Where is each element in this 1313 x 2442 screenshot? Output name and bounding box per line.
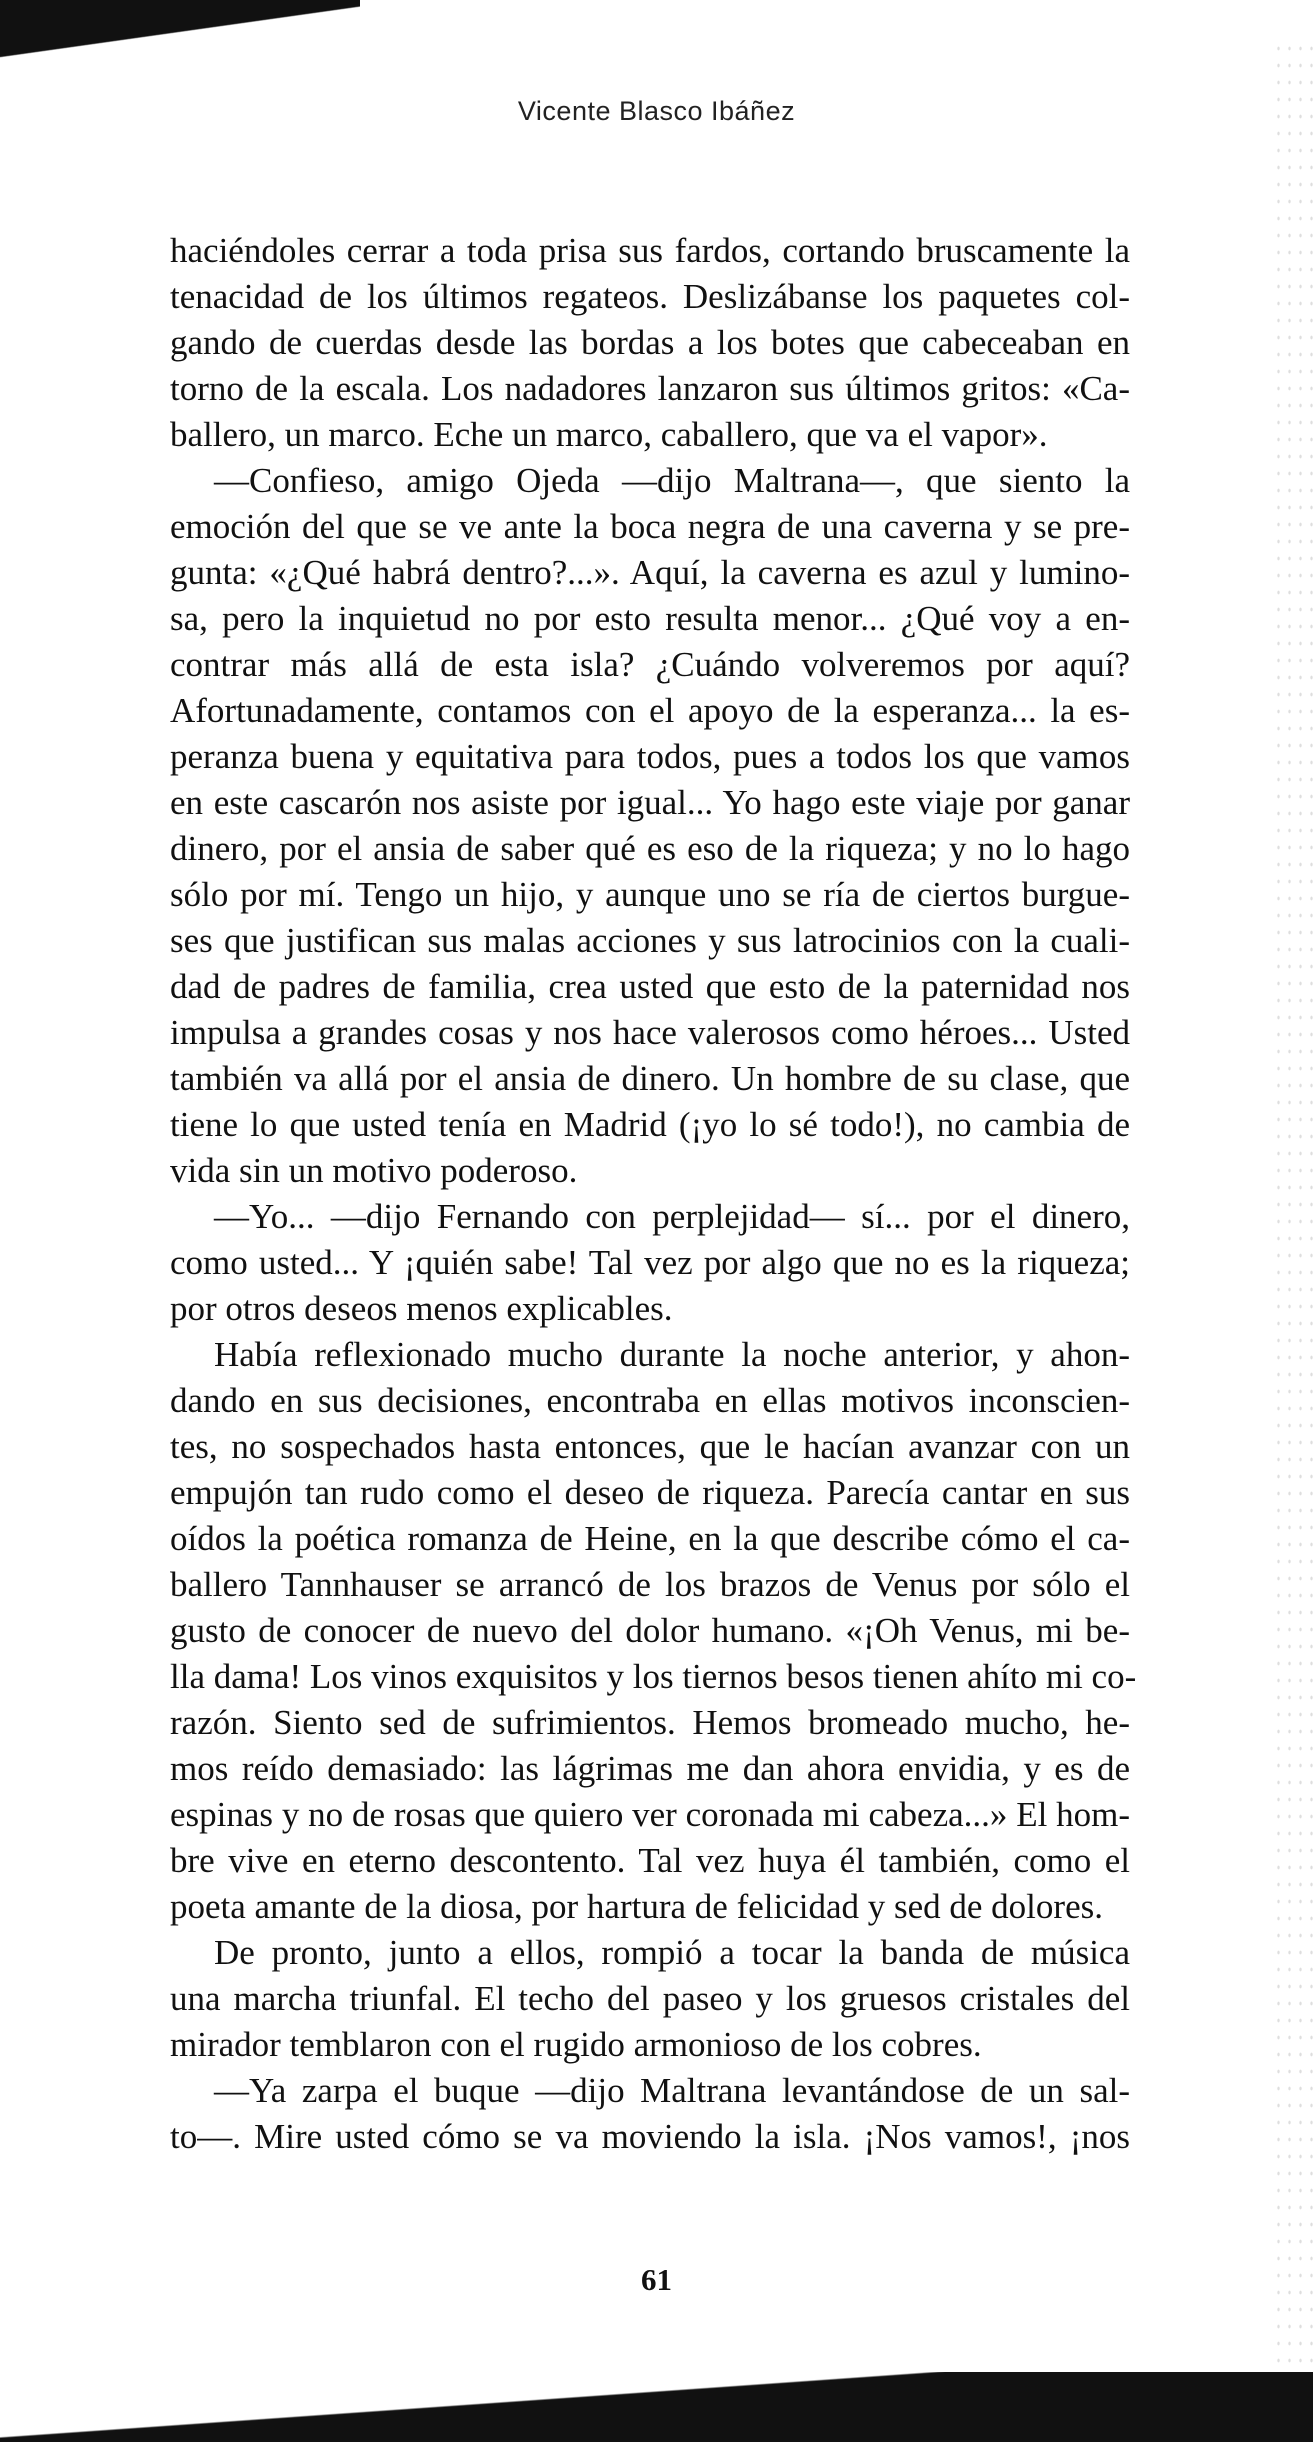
text-line: emoción del que se ve ante la boca negra de una caverna y se pre-: [170, 507, 1130, 546]
text-line: bre vive en eterno descontento. Tal vez huya él también, como el: [170, 1841, 1130, 1880]
text-line: empujón tan rudo como el deseo de riqueza. Parecía cantar en sus: [170, 1473, 1130, 1512]
text-line: Afortunadamente, contamos con el apoyo de la esperanza... la es-: [170, 691, 1130, 730]
text-line: ses que justifican sus malas acciones y sus latrocinios con la cuali-: [170, 921, 1130, 960]
text-line: poeta amante de la diosa, por hartura de felicidad y sed de dolores.: [170, 1887, 1103, 1926]
text-line: —Ya zarpa el buque —dijo Maltrana levantándose de un sal-: [214, 2071, 1130, 2110]
running-head-author: Vicente Blasco Ibáñez: [517, 96, 796, 126]
scan-speckle: [1273, 40, 1313, 2400]
text-line: impulsa a grandes cosas y nos hace valerosos como héroes... Usted: [170, 1013, 1130, 1052]
text-line: mirador temblaron con el rugido armonioso de los cobres.: [170, 2025, 982, 2064]
text-line: Había reflexionado mucho durante la noche anterior, y ahon-: [214, 1335, 1130, 1374]
text-line: to—. Mire usted cómo se va moviendo la isla. ¡Nos vamos!, ¡nos: [170, 2117, 1130, 2156]
text-line: en este cascarón nos asiste por igual... Yo hago este viaje por ganar: [170, 783, 1130, 822]
text-line: contrar más allá de esta isla? ¿Cuándo volveremos por aquí?: [170, 645, 1130, 684]
text-line: por otros deseos menos explicables.: [170, 1289, 673, 1328]
text-line: peranza buena y equitativa para todos, pues a todos los que vamos: [170, 737, 1130, 776]
text-line: lla dama! Los vinos exquisitos y los tiernos besos tienen ahíto mi co-: [170, 1657, 1137, 1696]
text-line: una marcha triunfal. El techo del paseo y los gruesos cristales del: [170, 1979, 1130, 2018]
scan-shadow-bottom: [0, 2372, 1313, 2442]
text-line: como usted... Y ¡quién sabe! Tal vez por algo que no es la riqueza;: [170, 1243, 1130, 1282]
text-line: ballero, un marco. Eche un marco, caballero, que va el vapor».: [170, 415, 1048, 454]
text-line: sa, pero la inquietud no por esto resulta menor... ¿Qué voy a en-: [170, 599, 1130, 638]
text-line: razón. Siento sed de sufrimientos. Hemos bromeado mucho, he-: [170, 1703, 1130, 1742]
text-line: —Confieso, amigo Ojeda —dijo Maltrana—, que siento la: [214, 461, 1130, 500]
text-line: —Yo... —dijo Fernando con perplejidad— sí... por el dinero,: [214, 1197, 1130, 1236]
text-line: dinero, por el ansia de saber qué es eso de la riqueza; y no lo hago: [170, 829, 1130, 868]
text-line: también va allá por el ansia de dinero. Un hombre de su clase, que: [170, 1059, 1130, 1098]
text-line: mos reído demasiado: las lágrimas me dan ahora envidia, y es de: [170, 1749, 1130, 1788]
scan-shadow-top: [0, 0, 360, 75]
text-line: vida sin un motivo poderoso.: [170, 1151, 578, 1190]
text-line: tenacidad de los últimos regateos. Deslizábanse los paquetes col-: [170, 277, 1130, 316]
text-line: torno de la escala. Los nadadores lanzaron sus últimos gritos: «Ca-: [170, 369, 1130, 408]
text-line: oídos la poética romanza de Heine, en la que describe cómo el ca-: [170, 1519, 1130, 1558]
text-line: gusto de conocer de nuevo del dolor humano. «¡Oh Venus, mi be-: [170, 1611, 1130, 1650]
page-number: 61: [641, 2262, 672, 2297]
text-line: espinas y no de rosas que quiero ver coronada mi cabeza...» El hom-: [170, 1795, 1130, 1834]
text-line: dando en sus decisiones, encontraba en ellas motivos inconscien-: [170, 1381, 1130, 1420]
text-line: De pronto, junto a ellos, rompió a tocar la banda de música: [214, 1933, 1130, 1972]
text-line: gunta: «¿Qué habrá dentro?...». Aquí, la caverna es azul y lumino-: [170, 553, 1130, 592]
body-text: [170, 228, 1137, 2160]
text-line: gando de cuerdas desde las bordas a los botes que cabeceaban en: [170, 323, 1130, 362]
text-line: dad de padres de familia, crea usted que esto de la paternidad nos: [170, 967, 1130, 1006]
text-line: sólo por mí. Tengo un hijo, y aunque uno se ría de ciertos burgue-: [170, 875, 1130, 914]
text-line: ballero Tannhauser se arrancó de los brazos de Venus por sólo el: [170, 1565, 1130, 1604]
text-line: tes, no sospechados hasta entonces, que le hacían avanzar con un: [170, 1427, 1130, 1466]
text-line: haciéndoles cerrar a toda prisa sus fardos, cortando bruscamente la: [170, 231, 1130, 270]
text-line: tiene lo que usted tenía en Madrid (¡yo lo sé todo!), no cambia de: [170, 1105, 1130, 1144]
